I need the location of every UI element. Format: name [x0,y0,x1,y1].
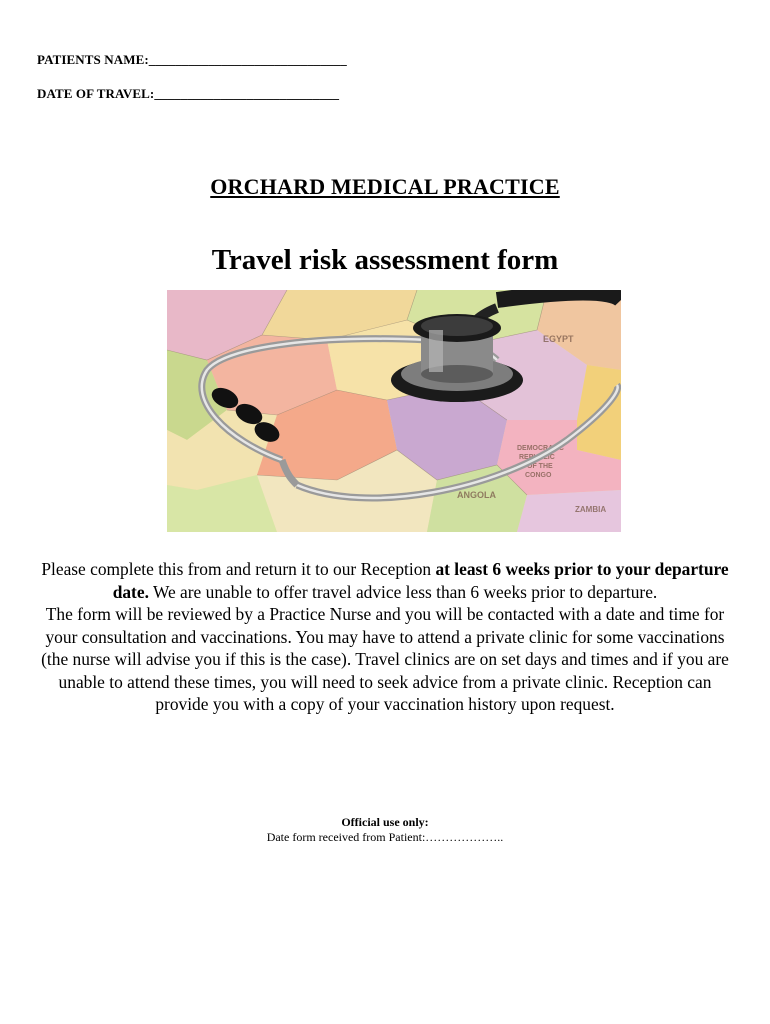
date-received-field: Date form received from Patient:……………….. [266,830,504,844]
date-of-travel-blank[interactable]: ____________________________ [154,86,340,101]
instructions-text: Please complete this from and return it to our Reception [41,559,436,579]
official-use-title: Official use only: [341,815,429,829]
form-title: Travel risk assessment form [211,244,559,276]
practice-name: ORCHARD MEDICAL PRACTICE [210,174,560,199]
map-label-congo: CONGO [525,472,552,479]
map-label-egypt: EGYPT [543,334,574,344]
official-use-section [0,815,770,845]
patient-name-field[interactable] [37,52,347,68]
stethoscope-map-photo [167,290,621,532]
patient-name-label: PATIENTS NAME: [37,52,149,67]
date-of-travel-field[interactable] [37,86,339,102]
date-of-travel-label: DATE OF TRAVEL: [37,86,155,101]
map-label-of-the: OF THE [527,463,553,470]
map-label-angola: ANGOLA [457,490,496,500]
instructions-deadline: at least 6 weeks prior to your departure date. [112,559,729,602]
instructions-paragraph-1 [38,558,732,603]
map-label-zambia: ZAMBIA [575,505,607,514]
map-label-democratic: DEMOCRATIC [517,445,564,452]
instructions-paragraph-2: The form will be reviewed by a Practice Nurse and you will be contacted with a date and time for your consultation and vaccinations. You may have to attend a private clinic for some vaccinations (the nurse will advise you if this is the case). Travel clinics are on set days and times and if you are unable to attend these times, you will need to seek advice from a private clinic. Reception can provide you with a copy of your vaccination history upon request. [41,604,729,714]
stethoscope-on-map-icon [167,290,621,532]
instructions [38,558,732,716]
instructions-text: We are unable to offer travel advice less than 6 weeks prior to departure. [148,581,658,602]
patient-name-blank[interactable]: ______________________________ [148,52,347,67]
map-label-republic: REPUBLIC [519,454,555,461]
